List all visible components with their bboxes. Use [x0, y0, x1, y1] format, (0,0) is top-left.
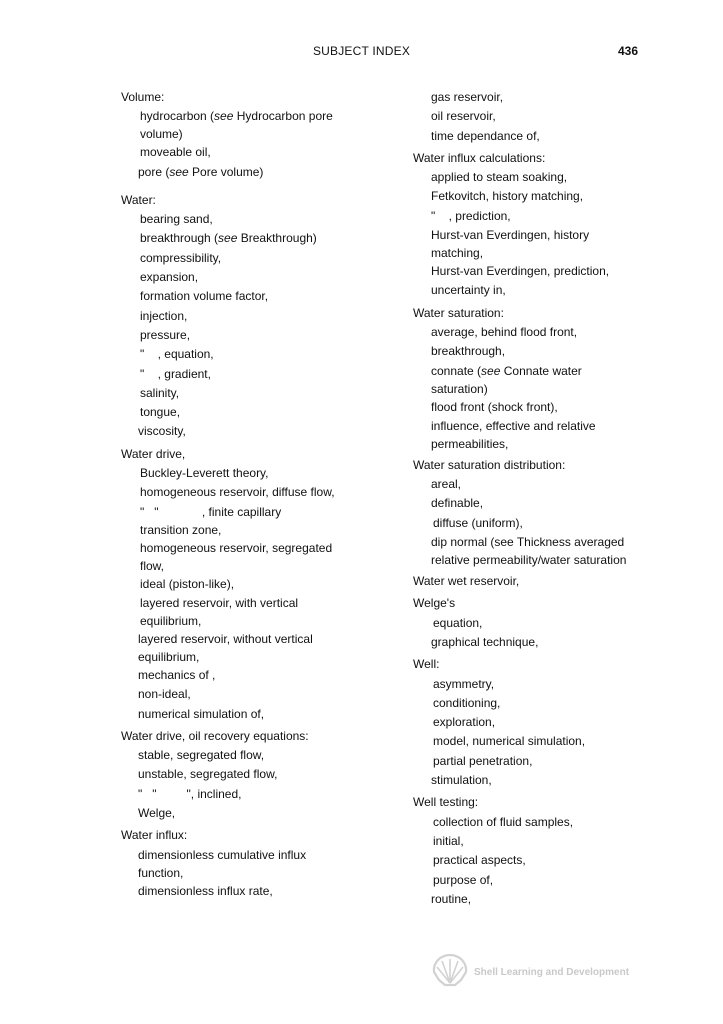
- shell-logo-icon: [431, 952, 469, 988]
- index-entry: partial penetration,: [433, 753, 533, 768]
- index-entry: " , gradient,: [140, 366, 211, 381]
- index-entry: tongue,: [140, 405, 181, 420]
- index-entry: " " , finite capillary: [140, 504, 282, 519]
- index-heading: Welge's: [413, 596, 456, 611]
- entry-text: Connate water: [500, 363, 582, 378]
- index-entry: flood front (shock front),: [431, 399, 558, 414]
- index-heading: Water wet reservoir,: [413, 574, 520, 589]
- index-entry: " " ", inclined,: [138, 786, 242, 801]
- index-entry: injection,: [140, 308, 188, 323]
- index-heading: Water drive,: [121, 446, 186, 461]
- entry-text: hydrocarbon (: [140, 109, 215, 124]
- index-entry: Buckley-Leverett theory,: [140, 466, 269, 481]
- index-entry: mechanics of ,: [138, 667, 216, 682]
- index-heading: Water influx:: [121, 828, 188, 843]
- index-heading: Water saturation distribution:: [413, 457, 566, 472]
- index-entry: influence, effective and relative: [431, 418, 596, 433]
- entry-text: Hydrocarbon pore: [233, 109, 333, 124]
- index-entry: uncertainty in,: [431, 283, 506, 298]
- index-entry: model, numerical simulation,: [433, 734, 586, 749]
- index-entry-continuation: transition zone,: [140, 522, 222, 537]
- index-entry: expansion,: [140, 270, 199, 285]
- see-reference: see: [169, 164, 189, 179]
- see-reference: see: [218, 231, 238, 246]
- index-entry-continuation: equilibrium,: [140, 613, 202, 628]
- index-entry: oil reservoir,: [431, 109, 496, 124]
- index-entry: homogeneous reservoir, diffuse flow,: [140, 485, 335, 500]
- index-entry: bearing sand,: [140, 212, 213, 227]
- index-entry: formation volume factor,: [140, 289, 269, 304]
- index-heading: Well testing:: [413, 795, 479, 810]
- index-entry: viscosity,: [138, 424, 186, 439]
- index-entry: layered reservoir, with vertical: [140, 595, 299, 610]
- index-entry: Welge,: [138, 806, 176, 821]
- entry-text: Pore volume): [188, 164, 264, 179]
- index-heading: Water:: [121, 192, 156, 207]
- index-entry: Hurst-van Everdingen, history: [431, 228, 590, 243]
- index-column-left: [121, 88, 401, 901]
- index-entry: unstable, segregated flow,: [138, 767, 278, 782]
- index-entry-continuation: volume): [140, 127, 183, 142]
- index-entry: routine,: [431, 891, 472, 906]
- index-entry: breakthrough,: [431, 344, 506, 359]
- footer-brand-text: Shell Learning and Development: [474, 967, 630, 978]
- index-entry: [413, 362, 673, 381]
- index-entry: gas reservoir,: [431, 90, 504, 104]
- index-entry: asymmetry,: [433, 676, 495, 691]
- index-entry: " , prediction,: [431, 208, 511, 223]
- entry-text: connate (: [431, 363, 482, 378]
- index-entry: purpose of,: [433, 872, 494, 887]
- index-entry: exploration,: [433, 715, 496, 730]
- index-entry: numerical simulation of,: [138, 706, 265, 721]
- index-entry: Hurst-van Everdingen, prediction,: [431, 264, 610, 279]
- index-entry: " , equation,: [140, 347, 214, 362]
- entry-text: Breakthrough): [237, 231, 317, 246]
- index-entry: compressibility,: [140, 250, 222, 265]
- index-entry: equation,: [433, 615, 483, 630]
- index-heading: Water influx calculations:: [413, 150, 546, 165]
- index-entry: stable, segregated flow,: [138, 748, 265, 763]
- index-entry: definable,: [431, 496, 484, 511]
- index-entry: initial,: [433, 833, 464, 848]
- index-entry-continuation: function,: [138, 865, 184, 880]
- index-column-right: [413, 88, 673, 909]
- index-entry-continuation: saturation): [431, 381, 488, 396]
- index-entry: time dependance of,: [431, 128, 540, 143]
- index-heading: Volume:: [121, 90, 165, 104]
- index-entry: non-ideal,: [138, 687, 191, 702]
- entry-text: pore (: [138, 164, 170, 179]
- index-entry-continuation: permeabilities,: [431, 436, 509, 451]
- index-entry: average, behind flood front,: [431, 324, 578, 339]
- index-entry: areal,: [431, 477, 462, 492]
- index-entry: [121, 229, 401, 248]
- see-reference: see: [214, 109, 234, 124]
- index-entry: moveable oil,: [140, 145, 211, 160]
- index-entry: dimensionless cumulative influx: [138, 847, 307, 862]
- index-entry: stimulation,: [431, 773, 492, 788]
- index-heading: Water saturation:: [413, 305, 504, 320]
- entry-text: breakthrough (: [140, 231, 219, 246]
- page-title: SUBJECT INDEX: [312, 44, 411, 58]
- index-entry-continuation: flow,: [140, 558, 165, 573]
- index-entry: layered reservoir, without vertical: [138, 631, 313, 646]
- index-entry: salinity,: [140, 385, 180, 400]
- index-heading: Well:: [413, 657, 440, 672]
- index-entry: practical aspects,: [433, 853, 526, 868]
- index-entry: Fetkovitch, history matching,: [431, 189, 584, 204]
- index-entry: diffuse (uniform),: [433, 515, 523, 530]
- index-entry: conditioning,: [433, 695, 501, 710]
- index-entry: [121, 163, 401, 182]
- index-entry: pressure,: [140, 327, 191, 342]
- see-reference: see: [481, 363, 501, 378]
- index-entry: homogeneous reservoir, segregated: [140, 540, 333, 555]
- index-entry-continuation: equilibrium,: [138, 649, 200, 664]
- index-entry-continuation: relative permeability/water saturation: [431, 553, 627, 568]
- index-entry: dip normal (see Thickness averaged: [431, 535, 625, 550]
- index-entry: [121, 107, 401, 126]
- index-entry: ideal (piston-like),: [140, 576, 235, 591]
- index-entry: collection of fluid samples,: [433, 814, 574, 829]
- index-entry: graphical technique,: [431, 634, 539, 649]
- index-entry: dimensionless influx rate,: [138, 883, 273, 898]
- index-heading: Water drive, oil recovery equations:: [121, 728, 309, 743]
- index-entry-continuation: matching,: [431, 246, 484, 261]
- page-number: 436: [617, 44, 638, 58]
- index-entry: applied to steam soaking,: [431, 170, 568, 185]
